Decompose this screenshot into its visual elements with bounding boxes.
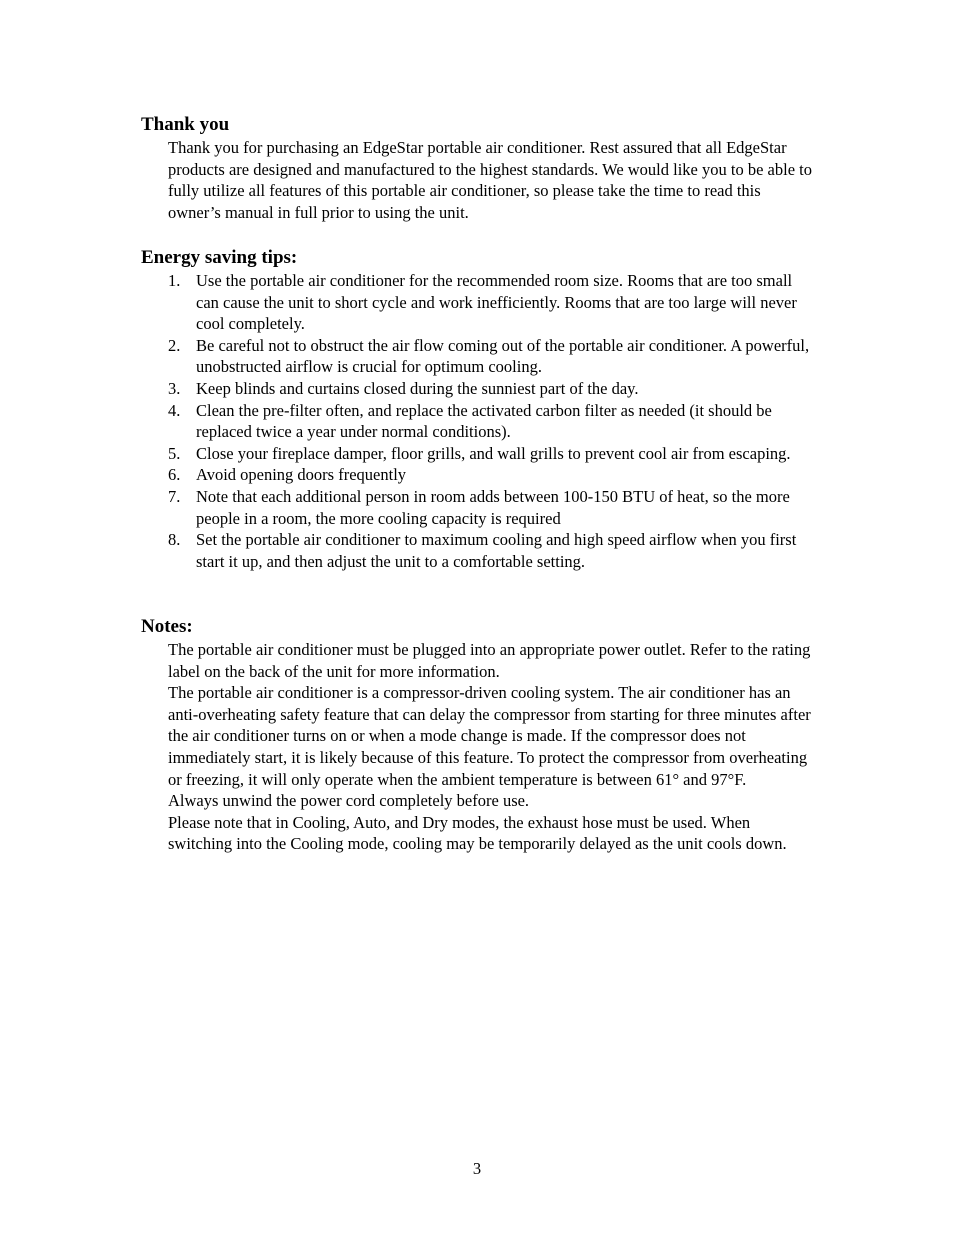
energy-tips-list xyxy=(141,270,831,572)
list-item-text: Use the portable air conditioner for the recommended room size. Rooms that are too small can cause the unit to short cycle and work inefficiently. Rooms that are too large will never cool completely. xyxy=(196,271,797,334)
list-item xyxy=(141,400,816,443)
list-item-text: Clean the pre-filter often, and replace the activated carbon filter as needed (it should be replaced twice a year under normal conditions). xyxy=(196,400,772,442)
list-item xyxy=(141,464,816,486)
list-item-number: 6. xyxy=(168,465,181,485)
energy-tips-heading: Energy saving tips: xyxy=(141,247,298,268)
notes-paragraph: Please note that in Cooling, Auto, and Dry modes, the exhaust hose must be used. When switching into the Cooling mode, cooling may be temporarily delayed as the unit cools down. xyxy=(168,812,787,854)
list-item-number: 3. xyxy=(168,378,181,398)
list-item-text: Keep blinds and curtains closed during the sunniest part of the day. xyxy=(196,378,639,398)
list-item-text: Avoid opening doors frequently xyxy=(196,465,407,485)
list-item xyxy=(141,529,816,572)
list-item-text: Be careful not to obstruct the air flow coming out of the portable air conditioner. A powerful, unobstructed airflow is crucial for optimum cooling. xyxy=(196,335,810,377)
thank-you-heading: Thank you xyxy=(141,114,230,135)
list-item-number: 1. xyxy=(168,271,181,290)
list-item xyxy=(141,378,816,400)
list-item-number: 8. xyxy=(168,530,181,550)
list-item-text: Note that each additional person in room adds between 100-150 BTU of heat, so the more people in a room, the more cooling capacity is required xyxy=(196,486,790,528)
energy-tips-section xyxy=(141,246,831,572)
list-item-number: 4. xyxy=(168,400,181,420)
notes-text xyxy=(168,639,816,855)
notes-paragraph: Always unwind the power cord completely before use. xyxy=(168,791,530,811)
notes-paragraph: The portable air conditioner is a compressor-driven cooling system. The air conditioner has an anti-overheating safety feature that can delay the compressor from starting for three minutes after the air conditioner turns on or when a mode change is made. If the compressor does not immediately start, it is likely because of this feature. To protect the compressor from overheating or freezing, it will only operate when the ambient temperature is between 61° and 97°F. xyxy=(168,683,811,789)
notes-paragraph: The portable air conditioner must be plugged into an appropriate power outlet. Refer to the rating label on the back of the unit for more information. xyxy=(168,640,811,681)
thank-you-paragraph: Thank you for purchasing an EdgeStar portable air conditioner. Rest assured that all EdgeStar products are designed and manufactured to the highest standards. We would like you to be able to fully utilize all features of this portable air conditioner, so please take the time to read this owner’s manual in full prior to using the unit. xyxy=(168,138,812,222)
list-item-number: 2. xyxy=(168,335,181,355)
list-item-number: 7. xyxy=(168,486,181,506)
thank-you-section xyxy=(141,113,831,223)
thank-you-text xyxy=(168,137,816,223)
notes-section xyxy=(141,615,831,855)
list-item xyxy=(141,335,816,378)
list-item-number: 5. xyxy=(168,443,181,463)
page-number: 3 xyxy=(472,1159,482,1178)
list-item xyxy=(141,270,816,335)
list-item xyxy=(141,486,816,529)
list-item-text: Set the portable air conditioner to maximum cooling and high speed airflow when you first start it up, and then adjust the unit to a comfortable setting. xyxy=(196,530,797,571)
notes-heading: Notes: xyxy=(141,616,193,637)
list-item-text: Close your fireplace damper, floor grills, and wall grills to prevent cool air from escaping. xyxy=(196,443,791,463)
list-item xyxy=(141,443,816,465)
